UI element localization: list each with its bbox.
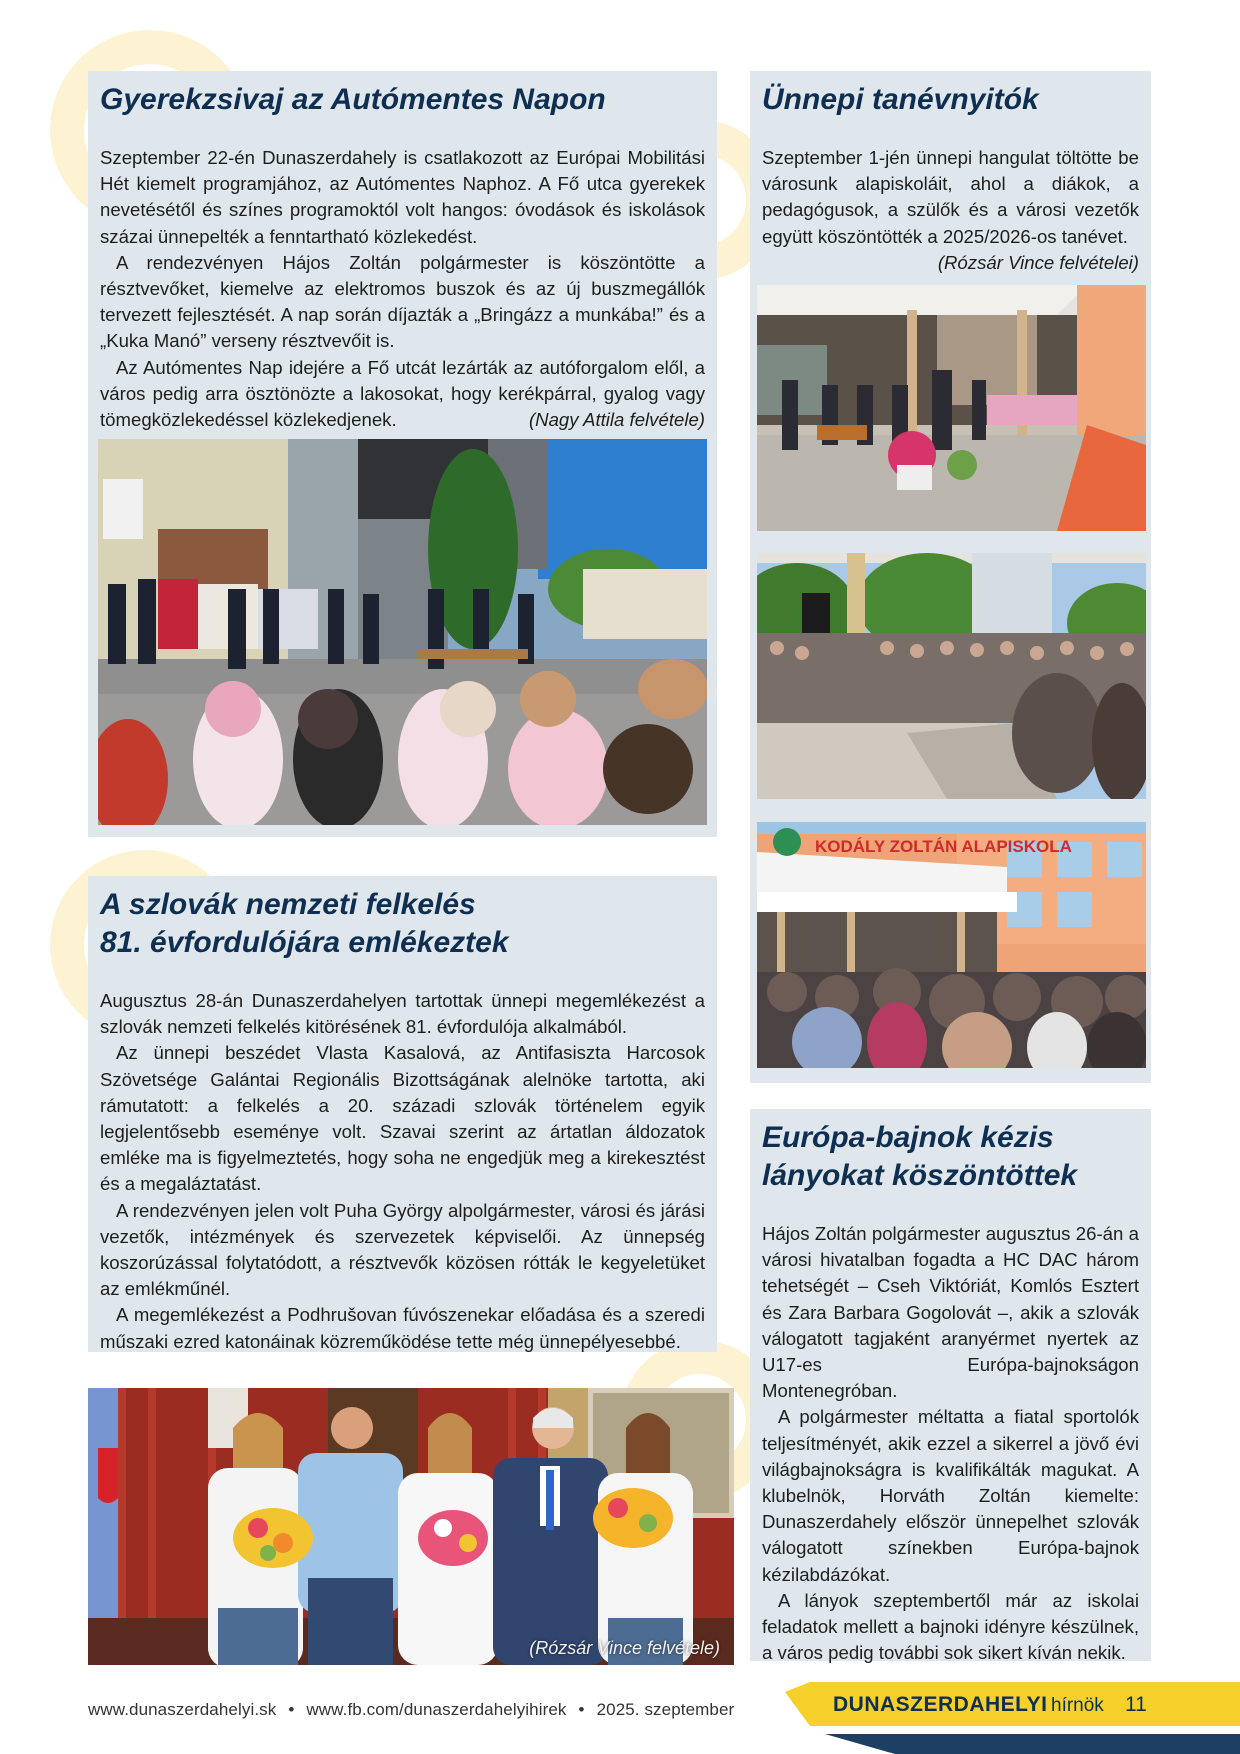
photo-credit: (Nagy Attila felvétele) bbox=[528, 409, 705, 431]
photo-credit: (Rózsár Vince felvétele) bbox=[529, 1638, 720, 1658]
paragraph: A lányok szeptembertől már az iskolai feladatok mellett a bajnoki idényre készülnek, a város pedig további sok sikert kíván nekik. bbox=[762, 1589, 1139, 1664]
photo-school-opening-1 bbox=[757, 285, 1146, 531]
facebook-link[interactable]: www.fb.com/dunaszerdahelyihirek bbox=[306, 1700, 567, 1719]
article-title: Gyerekzsivaj az Autómentes Napon bbox=[100, 83, 606, 116]
issue-date: 2025. szeptember bbox=[596, 1700, 735, 1719]
article-szlovak-felkeles bbox=[88, 876, 717, 1352]
photo-handball-champions bbox=[88, 1388, 734, 1665]
page-number: 11 bbox=[1125, 1693, 1147, 1716]
photo-school-opening-3 bbox=[757, 822, 1146, 1068]
paragraph-text: Az Autómentes Nap idejére a Fő utcát lezárták az autóforgalom elől, a város pedig arra ösztönözte a lakosokat, hogy kerékpárral, gyalog vagy tömegközlekedéssel közlekedjenek. bbox=[100, 356, 705, 431]
paragraph bbox=[762, 145, 1139, 273]
article-title bbox=[762, 1119, 1139, 1195]
photo-school-opening-2 bbox=[757, 553, 1146, 799]
paragraph bbox=[100, 355, 705, 434]
photo-credit: (Rózsár Vince felvételei) bbox=[937, 251, 1139, 273]
brand-suffix: hírnök bbox=[1051, 1695, 1104, 1716]
title-line: A szlovák nemzeti felkelés bbox=[100, 888, 476, 921]
title-line: 81. évfordulójára emlékeztek bbox=[100, 926, 509, 959]
title-line: lányokat köszöntöttek bbox=[762, 1159, 1078, 1192]
website-link[interactable]: www.dunaszerdahelyi.sk bbox=[88, 1700, 277, 1719]
article-title bbox=[100, 886, 705, 962]
paragraph: Augusztus 28-án Dunaszerdahelyen tartottak ünnepi megemlékezést a szlovák nemzeti felkelés kitörésének 81. évfordulója alkalmából. bbox=[100, 990, 705, 1038]
separator: • bbox=[288, 1700, 295, 1719]
article-kezis-lanyok bbox=[750, 1109, 1151, 1664]
footer-links bbox=[88, 1700, 734, 1720]
paragraph: A megemlékezést a Podhrušovan fúvószenekar előadása és a szeredi műszaki ezred katonáinak közreműködése tette még ünnepélyesebbé. bbox=[100, 1304, 705, 1352]
paragraph: A rendezvényen Hájos Zoltán polgármester is köszöntötte a résztvevőket, kiemelve az elektromos buszok és az új buszmegállók tervezett fejlesztését. A nap során díjazták a „Bringázz a munkába!” és a „Kuka Manó” verseny résztvevőit is. bbox=[100, 251, 705, 352]
paragraph: Az ünnepi beszédet Vlasta Kasalová, az Antifasiszta Harcosok Szövetsége Galántai Regionális Bizottságának alelnöke tartotta, aki rámutatott: a felkelés a 20. századi szlovák történelem egyik legjelentősebb eseménye volt. Szavai szerint az ártatlan áldozatok emléke ma is figyelmeztetés, hogy soha ne engedjük meg a kirekesztést és a megaláztatást. bbox=[100, 1042, 705, 1195]
title-line: Európa-bajnok kézis bbox=[762, 1121, 1054, 1154]
brand-name: DUNASZERDAHELYI bbox=[833, 1693, 1048, 1716]
paragraph: A polgármester méltatta a fiatal sportolók teljesítményét, akik ezzel a sikerrel a jövő évi világbajnokságra is kvalifikálták magukat. A klubelnök, Horváth Zoltán kiemelte: Dunaszerdahely először ünnepelhet szlovák válogatott színekben Európa-bajnok kézilabdázókat. bbox=[762, 1406, 1139, 1585]
paragraph: Hájos Zoltán polgármester augusztus 26-án a városi hivatalban fogadta a HC DAC három tehetségét – Cseh Viktóriát, Komlós Esztert és Zara Barbara Gogolovát –, akik a szlovák válogatott tagjaként aranyérmet nyertek az U17-es Európa-bajnokságon Montenegróban. bbox=[762, 1223, 1139, 1402]
article-body bbox=[762, 145, 1139, 273]
brand-banner bbox=[785, 1682, 1240, 1754]
photo-car-free-day bbox=[98, 439, 707, 825]
article-title: Ünnepi tanévnyitók bbox=[762, 83, 1039, 116]
separator: • bbox=[578, 1700, 585, 1719]
article-body bbox=[100, 145, 705, 433]
article-body bbox=[762, 1221, 1139, 1666]
article-body bbox=[100, 988, 705, 1355]
paragraph-text: Szeptember 1-jén ünnepi hangulat töltötte be városunk alapiskoláit, ahol a diákok, a pedagógusok, a szülők és a városi vezetők együtt köszöntötték a 2025/2026-os tanévet. bbox=[762, 147, 1139, 247]
paragraph: A rendezvényen jelen volt Puha György alpolgármester, városi és járási vezetők, intézmények és szervezetek képviselői. Az ünnepség koszorúzással folytatódott, a résztvevők közösen rótták le kegyeletüket az emlékműnél. bbox=[100, 1199, 705, 1300]
paragraph: Szeptember 22-én Dunaszerdahely is csatlakozott az Európai Mobilitási Hét kiemelt programjához, az Autómentes Naphoz. A Fő utca gyerekek nevetésétől és színes programoktól volt hangos: óvodások és iskolások százai ünnepelték a fenntartható közlekedést. bbox=[100, 147, 705, 247]
school-sign: KODÁLY ZOLTÁN ALAPISKOLA bbox=[815, 837, 1072, 856]
